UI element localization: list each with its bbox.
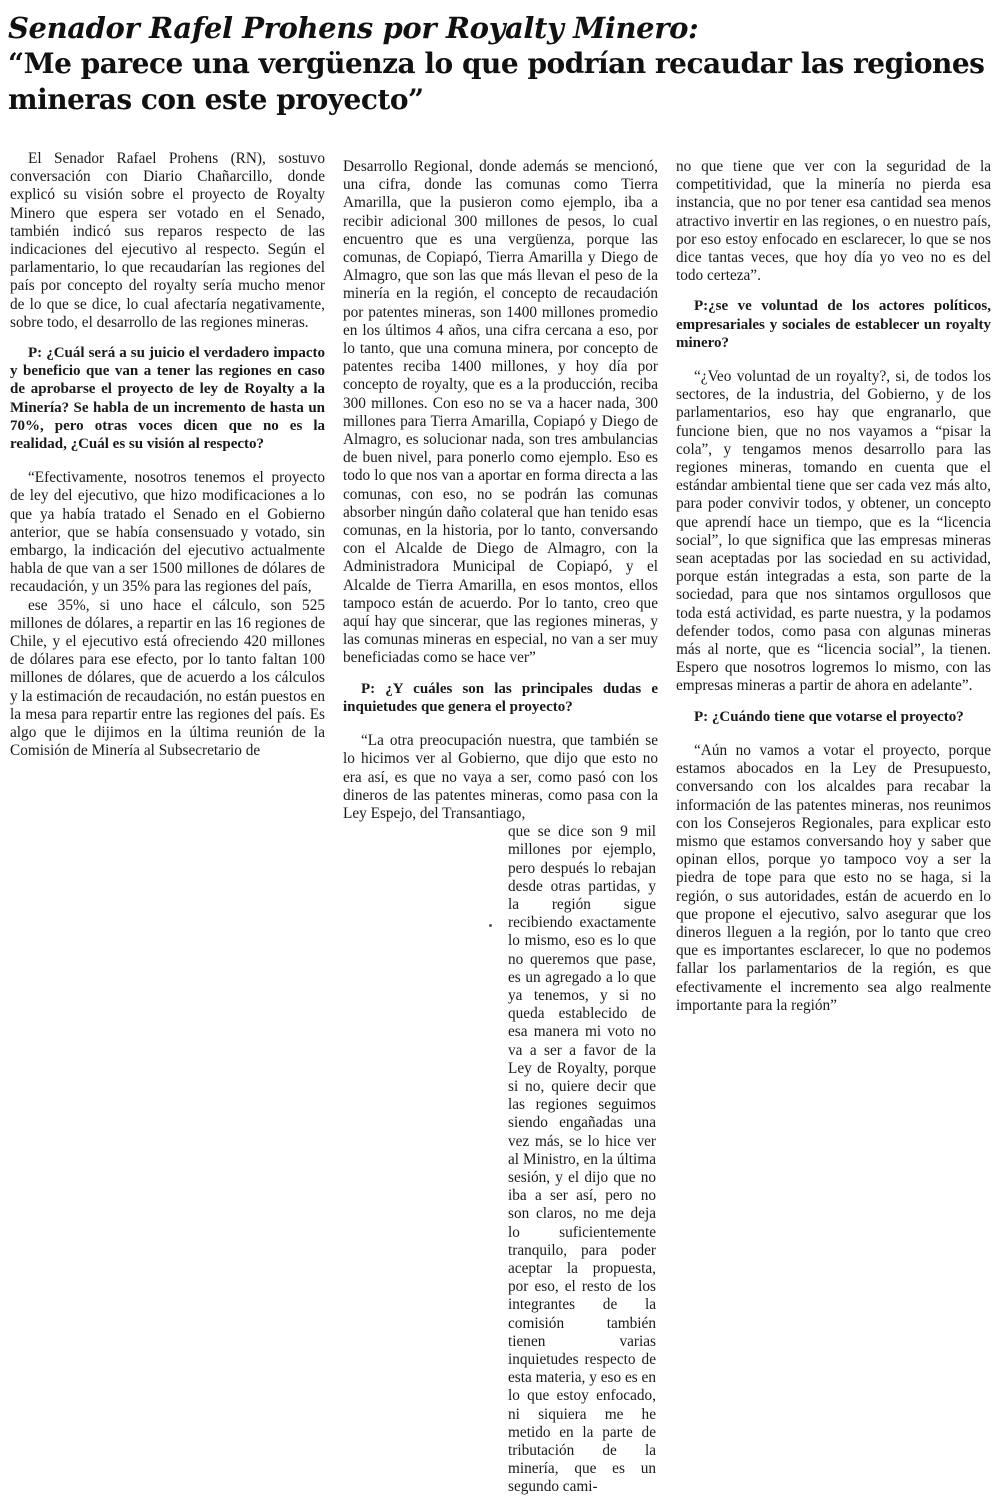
question-4: P: ¿Cuándo tiene que votarse el proyecto? (694, 708, 964, 725)
headline-kicker: Senador Rafel Prohens por Royalty Minero: (8, 11, 699, 45)
article-column-2 (343, 158, 658, 1507)
question-2: P: ¿Y cuáles son las principales dudas e inquietudes que genera el proyecto? (343, 680, 658, 715)
article-column-1 (10, 150, 325, 771)
answer-1-paragraph-3: Desarrollo Regional, donde además se mencionó, una cifra, donde las comunas como Tierra Amarilla, que la pusieron como ejemplo, iba a recibir adicional 300 millones de pesos, lo cual encuentro que es una vergüenza, porque las comunas, de Copiapó, Tierra Amarilla y Diego de Almagro, que son las que más llevan el peso de la minería en la región, el concepto de recaudación por patentes mineras, son 1400 millones promedio en los últimos 4 años, una cifra cercana a eso, por lo tanto, que una comuna minera, por concepto de patentes reciba 1400 millones, y hoy día por concepto de royalty, que es a la producción, reciba 300 millones. Con eso no se va a hacer nada, 300 millones para Tierra Amarilla, Copiapó y Diego de Almagro, es solucionar nada, son tres ambulancias de buen nivel, para ponerlo como ejemplo. Eso es todo lo que nos van a aportar en forma directa a las comunas, con eso, no se podrán las comunas absorber ningún daño colateral que han tenido esas comunas, en la historia, por lo tanto, conversando con el Alcalde de Diego de Almagro, con la Administradora Municipal de Copiapó, y el Alcalde de Tierra Amarilla, en esos montos, ellos tampoco están de acuerdo. Por lo tanto, creo que aquí hay que sincerar, que las regiones mineras, y las comunas mineras en especial, no van a ser muy beneficiadas como se hace ver” (343, 158, 658, 667)
article-column-3 (676, 158, 991, 1025)
answer-3: “¿Veo voluntad de un royalty?, si, de todos los sectores, de la industria, del Gobierno, y de los parlamentarios, eso hay que engranarlo, que funcione bien, que no nos vayamos a “pisar la cola”, y tengamos menos desarrollo para las regiones mineras, tomando en cuenta que el estándar ambiental tiene que ser cada vez más alto, para poder convivir todos, y obtener, un concepto que aprendí hace un tiempo, que es la “licencia social”, lo que significa que las empresas mineras sean aceptadas por las sociedad en su actividad, porque están integradas a esta, son parte de la sociedad, para que nos sintamos orgullosos que toda está actividad, es parte nuestra, y la podamos defender todos, como pasa con algunas mineras más al norte, que es “licencia social”, la tienen. Espero que nosotros logremos lo mismo, con las empresas mineras a partir de ahora en adelante”. (676, 368, 991, 695)
answer-2-paragraph-1: “La otra preocupación nuestra, que también se lo hicimos ver al Gobierno, que dijo que esto no era así, es que no vaya a ser, como pasó con los dineros de las patentes mineras, como pasa con la Ley Espejo, del Transantiago, (343, 732, 658, 822)
answer-2-paragraph-3: no que tiene que ver con la seguridad de la competitividad, que la minería no pierda esa instancia, que no por tener esa cantidad sea menos atractivo invertir en las regiones, o en nuestro país, por eso estoy enfocado en esclarecer, lo que se nos dice tantas veces, que hoy día yo veo no es del todo certeza”. (676, 158, 991, 285)
page-marker-dot (489, 924, 492, 927)
answer-4: “Aún no vamos a votar el proyecto, porque estamos abocados en la Ley de Presupuesto, conversando con los alcaldes para recabar la información de las patentes mineras, nos reunimos con los Consejeros Regionales, para explicar esto mismo que estamos conversando hoy y saber que opinan ellos, porque yo tampoco voy a ser la piedra de tope para que esto no se haga, si la región, o sus autoridades, están de acuerdo en lo que propone el ejecutivo, salvo asegurar que los dineros lleguen a la región, por lo tanto que creo que es importantes esclarecer, lo que no podemos fallar los parlamentarios de la región, es que efectivamente el incremento sea algo realmente importante para la región” (676, 741, 991, 1014)
article-headline (8, 10, 988, 118)
headline-quote: “Me parece una vergüenza lo que podrían recaudar las regiones mineras con este proyecto” (8, 47, 985, 116)
intro-paragraph: El Senador Rafael Prohens (RN), sostuvo conversación con Diario Chañarcillo, donde explicó su visión sobre el proyecto de Royalty Minero que espera ser votado en el Senado, también indicó sus reparos respecto de las indicaciones del ejecutivo al respecto. Según el parlamentario, lo que recaudarían las regiones del país por concepto del royalty sería mucho menor de lo que se dice, lo cual afectaría negativamente, sobre todo, el desarrollo de las regiones mineras. (10, 150, 325, 331)
answer-2-paragraph-2: que se dice son 9 mil millones por ejemplo, pero después lo rebajan desde otras partidas, y la región sigue recibiendo exactamente lo mismo, eso es lo que no queremos que pase, es un agregado a lo que ya tenemos, y si no queda establecido de esa manera mi voto no va a ser a favor de la Ley de Royalty, porque si no, quiere decir que las regiones seguimos siendo engañadas una vez más, se lo hice ver al Ministro, en la última sesión, y el dijo que no iba a ser así, pero no son claros, no me deja lo suficientemente tranquilo, para poder aceptar la propuesta, por eso, el resto de los integrantes de la comisión también tienen varias inquietudes respecto de esta materia, y eso es en lo que estoy enfocado, ni siquiera me he metido en la parte de tributación de la minería, que es un segundo cami- (508, 823, 656, 1496)
question-1: P: ¿Cuál será a su juicio el verdadero impacto y beneficio que van a tener las regiones en caso de aprobarse el proyecto de ley de Royalty a la Minería? Se habla de un incremento de hasta un 70%, pero otras voces dicen que no es la realidad, ¿Cuál es su visión al respecto? (10, 345, 325, 453)
question-3: P:¿se ve voluntad de los actores políticos, empresariales y sociales de establecer un royalty minero? (676, 298, 991, 351)
answer-1-paragraph-1: “Efectivamente, nosotros tenemos el proyecto de ley del ejecutivo, que hizo modificaciones a lo que ya había tratado el Senado en el Gobierno anterior, que se había consensuado y votado, sin embargo, la indicación del ejecutivo actualmente habla de que van a ser 1500 millones de dólares de recaudación, y un 35% para las regiones del país, (10, 469, 325, 596)
answer-1-paragraph-2: ese 35%, si uno hace el cálculo, son 525 millones de dólares, a repartir en las 16 regiones de Chile, y el ejecutivo está ofreciendo 420 millones de dólares para ese efecto, por lo tanto faltan 100 millones de dólares, que de acuerdo a los cálculos y la estimación de recaudación, no están puestos en la mesa para repartir entre las regiones del país. Es algo que le dijimos en la última reunión de la Comisión de Minería al Subsecretario de (10, 596, 325, 760)
